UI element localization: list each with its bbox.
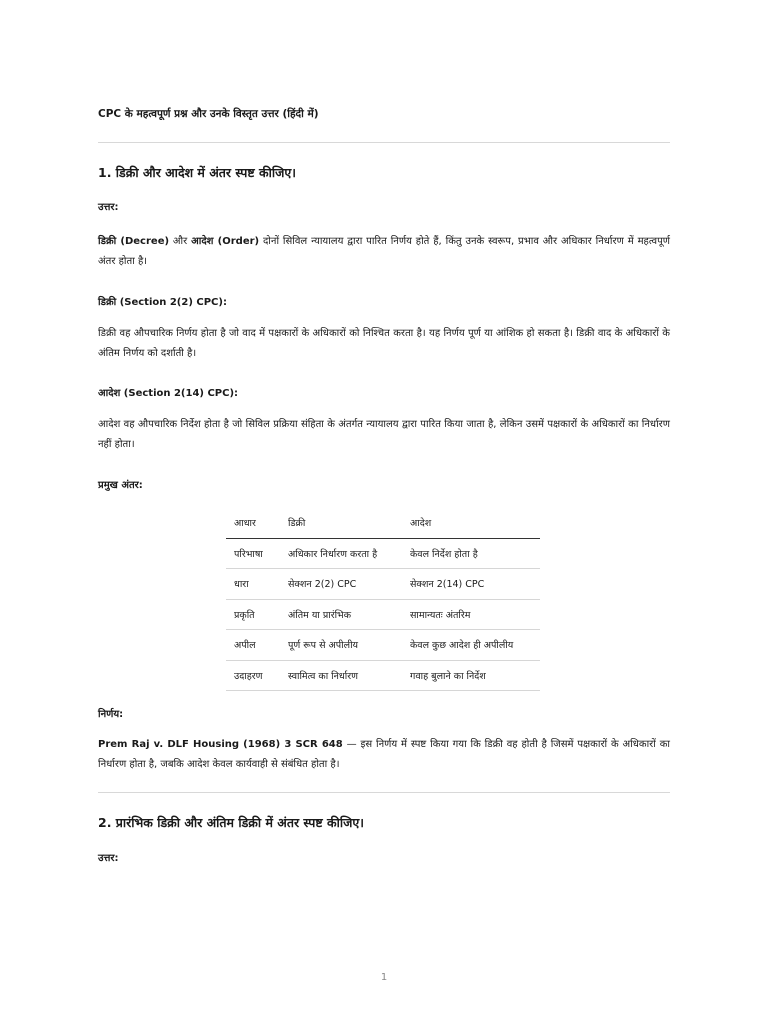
table-header-row — [226, 508, 540, 538]
table-cell: परिभाषा — [226, 538, 280, 569]
judgment-text: — इस निर्णय में स्पष्ट किया गया कि डिक्री वह होती है जिसमें पक्षकारों के अधिकारों का निर्धारण होता है, जबकि आदेश केवल कार्यवाही से संबंधित होता है। — [98, 739, 670, 770]
table-cell: स्वामित्व का निर्धारण — [280, 660, 402, 691]
table-cell: अपील — [226, 630, 280, 661]
answer-label: उत्तर: — [98, 202, 119, 213]
table-cell: सामान्यतः अंतरिम — [402, 599, 540, 630]
table-cell: धारा — [226, 569, 280, 600]
table-cell: पूर्ण रूप से अपीलीय — [280, 630, 402, 661]
case-citation: Prem Raj v. DLF Housing (1968) 3 SCR 648 — [98, 739, 343, 750]
order-term: आदेश (Order) — [191, 236, 260, 247]
table-row — [226, 630, 540, 661]
table-cell: सेक्शन 2(14) CPC — [402, 569, 540, 600]
page-number: 1 — [380, 972, 388, 983]
table-cell: केवल निर्देश होता है — [402, 538, 540, 569]
divider — [98, 792, 670, 793]
divider — [98, 142, 670, 143]
question-2-heading: 2. प्रारंभिक डिक्री और अंतिम डिक्री में अंतर स्पष्ट कीजिए। — [98, 815, 365, 830]
differences-table — [226, 508, 540, 691]
intro-text: दोनों सिविल न्यायालय द्वारा पारित निर्णय होते हैं, किंतु उनके स्वरूप, प्रभाव और अधिकार निर्धारण में महत्वपूर्ण अंतर होता है। — [98, 236, 670, 267]
table-header-cell: डिक्री — [280, 508, 402, 538]
judgment-paragraph — [98, 735, 670, 775]
table-cell: गवाह बुलाने का निर्देश — [402, 660, 540, 691]
table-cell: अधिकार निर्धारण करता है — [280, 538, 402, 569]
table-cell: सेक्शन 2(2) CPC — [280, 569, 402, 600]
decree-section-label: डिक्री (Section 2(2) CPC): — [98, 297, 227, 308]
table-row — [226, 538, 540, 569]
decree-paragraph: डिक्री वह औपचारिक निर्णय होता है जो वाद में पक्षकारों के अधिकारों को निश्चित करता है। यह निर्णय पूर्ण या आंशिक हो सकता है। डिक्री वाद के अधिकारों के अंतिम निर्णय को दर्शाती है। — [98, 328, 670, 359]
document-title: CPC के महत्वपूर्ण प्रश्न और उनके विस्तृत उत्तर (हिंदी में) — [98, 108, 319, 120]
intro-paragraph — [98, 232, 670, 272]
table-row — [226, 599, 540, 630]
table-row — [226, 569, 540, 600]
table-cell: अंतिम या प्रारंभिक — [280, 599, 402, 630]
decree-term: डिक्री (Decree) — [98, 236, 170, 247]
answer-label: उत्तर: — [98, 853, 119, 864]
table-header-cell: आदेश — [402, 508, 540, 538]
conjunction: और — [169, 236, 192, 247]
judgment-label: निर्णय: — [98, 709, 124, 720]
question-1-heading: 1. डिक्री और आदेश में अंतर स्पष्ट कीजिए। — [98, 165, 297, 180]
table-cell: केवल कुछ आदेश ही अपीलीय — [402, 630, 540, 661]
table-header-cell: आधार — [226, 508, 280, 538]
table-cell: उदाहरण — [226, 660, 280, 691]
differences-label: प्रमुख अंतर: — [98, 480, 143, 491]
order-section-label: आदेश (Section 2(14) CPC): — [98, 388, 239, 399]
table-cell: प्रकृति — [226, 599, 280, 630]
table-row — [226, 660, 540, 691]
order-paragraph: आदेश वह औपचारिक निर्देश होता है जो सिविल प्रक्रिया संहिता के अंतर्गत न्यायालय द्वारा पारित किया जाता है, लेकिन उसमें पक्षकारों के अधिकारों का निर्धारण नहीं होता। — [98, 419, 670, 450]
